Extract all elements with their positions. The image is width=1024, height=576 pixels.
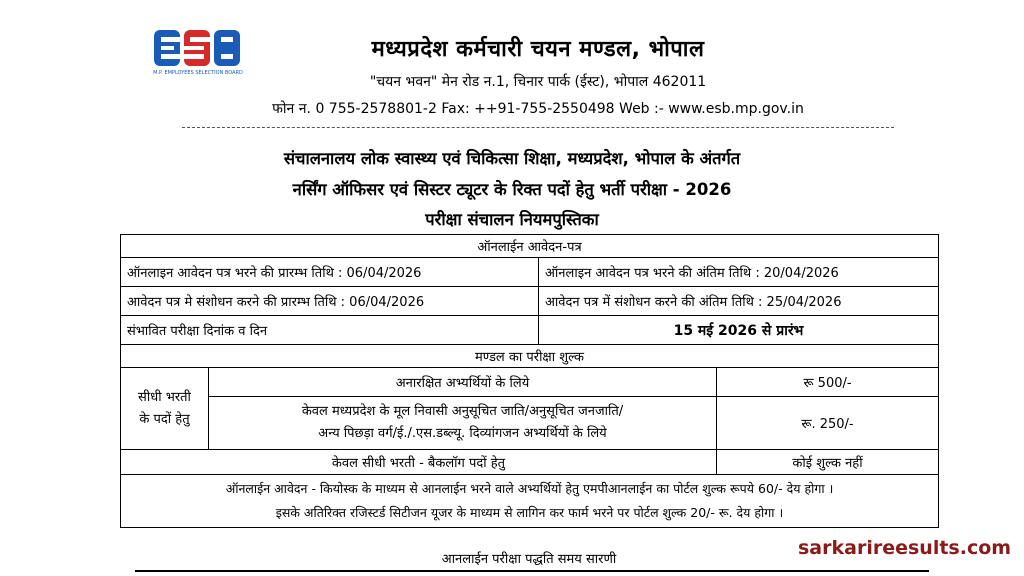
bottom-border <box>135 570 929 572</box>
portal-fee-note-line2: इसके अतिरिक्त रजिस्टर्ड सिटीजन यूजर के माध्यम से लागिन कर फार्म भरने पर पोर्टल शुल्क 20/- रू. देय होगा । <box>275 505 784 520</box>
section-fee: मण्डल का परीक्षा शुल्क <box>121 345 939 368</box>
fee-group-line2: के पदों हेतु <box>139 411 190 427</box>
fee-reserved-label <box>209 397 717 450</box>
exam-heading: नर्सिंग ऑफिसर एवं सिस्टर ट्यूटर के रिक्त पदों हेतु भर्ती परीक्षा - 2026 <box>292 180 732 199</box>
esb-logo-graphic <box>152 26 244 84</box>
header-divider <box>182 127 894 128</box>
fee-reserved-value: रू. 250/- <box>717 397 939 450</box>
svg-text:M.P. EMPLOYEES SELECTION BOARD: M.P. EMPLOYEES SELECTION BOARD <box>153 70 243 76</box>
organization-title: मध्यप्रदेश कर्मचारी चयन मण्डल, भोपाल <box>371 37 705 62</box>
application-start-date: ऑनलाइन आवेदन पत्र भरने की प्रारम्भ तिथि : 06/04/2026 <box>121 258 539 287</box>
organization-address: "चयन भवन" मेन रोड न.1, चिनार पार्क (ईस्ट), भोपाल 462011 <box>369 74 707 90</box>
fee-reserved-line1: केवल मध्यप्रदेश के मूल निवासी अनुसूचित जाति/अनुसूचित जनजाति/ <box>301 404 624 419</box>
portal-fee-note <box>121 475 939 528</box>
fee-backlog-label: केवल सीधी भरती - बैकलॉग पदों हेतु <box>121 450 717 475</box>
correction-end-date: आवेदन पत्र में संशोधन करने की अंतिम तिथि : 25/04/2026 <box>539 287 939 316</box>
fee-backlog-value: कोई शुल्क नहीं <box>717 450 939 475</box>
table-row <box>121 316 939 345</box>
esb-logo <box>152 26 244 84</box>
exam-date-value: 15 मई 2026 से प्रारंभ <box>539 316 939 345</box>
organization-contact: फोन न. 0 755-2578801-2 Fax: ++91-755-2550498 Web :- www.esb.mp.gov.in <box>272 101 804 117</box>
fee-reserved-line2: अन्य पिछड़ा वर्ग/ई./.एस.डब्ल्यू. दिव्यांगजन अभ्यर्थियों के लिये <box>318 426 607 441</box>
exam-date-label: संभावित परीक्षा दिनांक व दिन <box>121 316 539 345</box>
section-schedule: आनलाईन परीक्षा पद्धति समय सारणी <box>441 552 617 567</box>
application-end-date: ऑनलाइन आवेदन पत्र भरने की अंतिम तिथि : 20/04/2026 <box>539 258 939 287</box>
fee-group-line1: सीधी भरती <box>138 389 191 405</box>
watermark-text: sarkarireesults.com <box>798 537 1012 559</box>
department-heading: संचालनालय लोक स्वास्थ्य एवं चिकित्सा शिक्षा, मध्यप्रदेश, भोपाल के अंतर्गत <box>283 149 741 168</box>
table-row <box>121 450 939 475</box>
table-row <box>121 345 939 368</box>
exam-info-table <box>120 234 939 528</box>
table-row <box>121 287 939 316</box>
correction-start-date: आवेदन पत्र मे संशोधन करने की प्रारम्भ तिथि : 06/04/2026 <box>121 287 539 316</box>
fee-unreserved-value: रू 500/- <box>717 368 939 397</box>
rulebook-heading: परीक्षा संचालन नियमपुस्तिका <box>425 210 599 229</box>
portal-fee-note-line1: ऑनलाईन आवेदन - कियोस्क के माध्यम से आनलाईन भरने वाले अभ्यर्थियों हेतु एमपीआनलाईन का पोर्टल शुल्क रूपये 60/- देय होगा । <box>225 481 834 496</box>
fee-unreserved-label: अनारक्षित अभ्यर्थियों के लिये <box>209 368 717 397</box>
table-row <box>121 397 939 450</box>
table-row <box>121 258 939 287</box>
table-row <box>121 475 939 528</box>
table-row <box>121 235 939 258</box>
section-application: ऑनलाईन आवेदन-पत्र <box>121 235 939 258</box>
fee-group-label <box>121 368 209 450</box>
table-row <box>121 368 939 397</box>
